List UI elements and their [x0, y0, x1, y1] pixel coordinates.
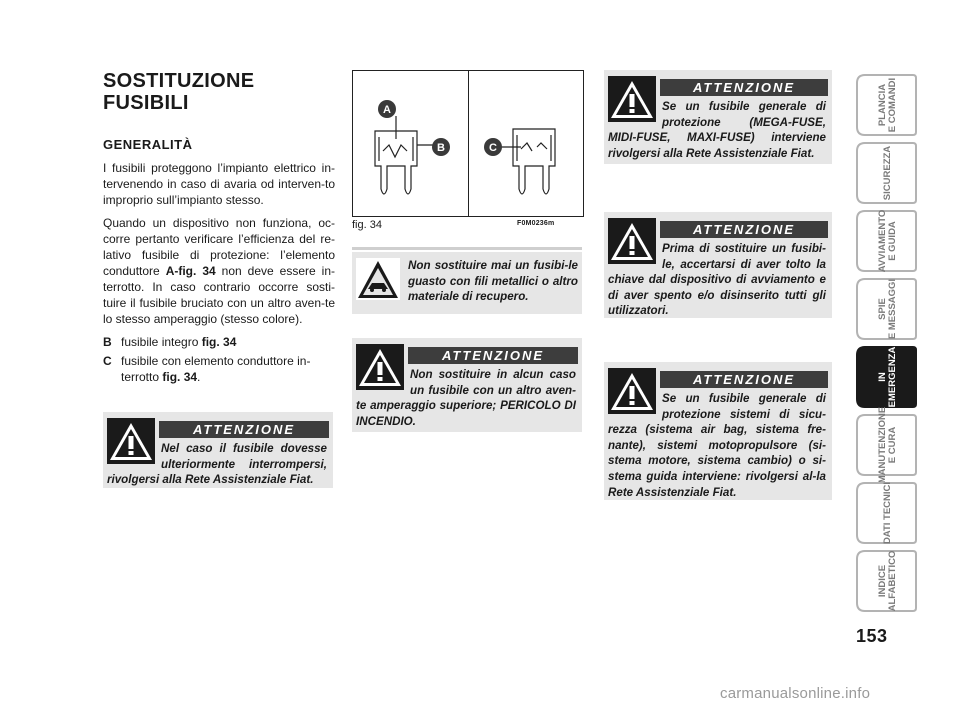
tab-dati-tecnici[interactable]: [855, 482, 917, 544]
warning-box: [352, 338, 582, 432]
label-b: B: [437, 142, 445, 154]
tab-in-emergenza[interactable]: [855, 346, 917, 408]
note-text: Non sostituire mai un fusibi-le guasto con fili metallici o altro materiale di recupero.: [408, 259, 578, 304]
tab-spie-e-messaggi[interactable]: [855, 278, 917, 340]
tab-label: IN EMERGENZA: [877, 346, 898, 408]
tab-label: AVVIAMENTO E GUIDA: [877, 209, 898, 273]
paragraph-2-end: non deve essere in-terrotto. In caso contrario occorre sosti-tuire il fusibile bruciato con un altro aven-te lo stesso amperaggio (stesso colore).: [103, 264, 335, 326]
definition-desc: fusibile integro: [121, 335, 202, 349]
definition-key: B: [103, 335, 112, 349]
car-warning-icon: [356, 258, 400, 300]
tab-label: SICUREZZA: [882, 145, 893, 201]
page-number: 153: [856, 626, 888, 646]
paragraph-1: I fusibili proteggono l’impianto elettrico in-tervenendo in caso di avaria od interven-to improprio sull’impianto stesso.: [103, 161, 335, 207]
warning-heading: ATTENZIONE: [660, 371, 828, 388]
warning-heading: ATTENZIONE: [660, 221, 828, 238]
definition-desc: fusibile con elemento conduttore in-terrotto: [121, 354, 311, 384]
tab-label: DATI TECNICI: [882, 481, 893, 545]
warning-text: Nel caso il fusibile dovesse ulteriormente interrompersi, rivolgersi alla Rete Assistenziale Fiat.: [107, 442, 327, 487]
tab-label: SPIE E MESSAGGI: [877, 278, 898, 340]
warning-heading: ATTENZIONE: [660, 79, 828, 96]
figure-reference: fig. 34: [162, 370, 198, 384]
label-a: A: [383, 104, 391, 116]
warning-text: Se un fusibile generale di protezione sistemi di sicu-rezza (sistema air bag, sistema fre-nante), sistemi motopropulsore (si-stema motore, sistema cambio) o si-stema guida interviene: rivolgersi al-la Rete Assistenziale Fiat.: [608, 392, 826, 499]
warning-text: Prima di sostituire un fusibi-le, accertarsi di aver tolto la chiave dal dispositivo di avviamento e di aver spento e/o disinserito tutti gli utilizzatori.: [608, 242, 826, 318]
section-subheading: GENERALITÀ: [103, 137, 193, 152]
page-title: [103, 70, 254, 114]
paragraph-2: [103, 215, 335, 327]
definition-key: C: [103, 354, 112, 368]
body-text: [103, 160, 335, 388]
tab-sicurezza[interactable]: [855, 142, 917, 204]
note-box: [352, 252, 582, 314]
tab-manutenzione-e-cura[interactable]: [855, 406, 917, 484]
warning-box: [604, 362, 832, 500]
warning-box: [604, 70, 832, 164]
warning-heading: ATTENZIONE: [159, 421, 329, 438]
figure-caption: fig. 34: [352, 219, 382, 231]
tab-label: PLANCIA E COMANDI: [877, 77, 898, 133]
paragraph-2-start: Quando un dispositivo non funziona, oc-corre pertanto verificare l’efficienza del re-lativo fusibile di protezione: l’elemento conduttore: [103, 216, 335, 278]
warning-box: [604, 212, 832, 318]
figure-code: F0M0236m: [517, 220, 555, 227]
definition-list: [103, 334, 335, 385]
footer-watermark: carmanualsonline.info: [720, 685, 871, 702]
fuse-figure: [352, 70, 584, 217]
warning-text: Se un fusibile generale di protezione (MEGA-FUSE, MIDI-FUSE, MAXI-FUSE) interviene rivolgersi alla Rete Assistenziale Fiat.: [608, 100, 826, 160]
definition-item-b: [103, 334, 335, 350]
figure-divider: [468, 71, 469, 216]
definition-text: [121, 353, 335, 385]
tab-plancia-e-comandi[interactable]: [855, 74, 917, 136]
tab-avviamento-e-guida[interactable]: [855, 210, 917, 272]
title-line-1: SOSTITUZIONE: [103, 70, 255, 92]
tab-indice-alfabetico[interactable]: [855, 550, 917, 612]
definition-end: .: [197, 370, 201, 384]
warning-box: [103, 412, 333, 488]
figure-reference: A-fig. 34: [165, 264, 216, 278]
title-line-2: FUSIBILI: [103, 92, 189, 114]
tab-label: INDICE ALFABETICO: [877, 550, 898, 612]
divider-line: [352, 247, 582, 250]
warning-text: Non sostituire in alcun caso un fusibile con un altro aven-te amperaggio superiore; PERICOLO DI INCENDIO.: [356, 368, 576, 428]
definition-text: [121, 334, 335, 350]
figure-reference: fig. 34: [201, 335, 237, 349]
warning-heading: ATTENZIONE: [408, 347, 578, 364]
tab-label: MANUTENZIONE E CURA: [877, 406, 898, 484]
definition-item-c: [103, 353, 335, 385]
label-c: C: [489, 142, 497, 154]
